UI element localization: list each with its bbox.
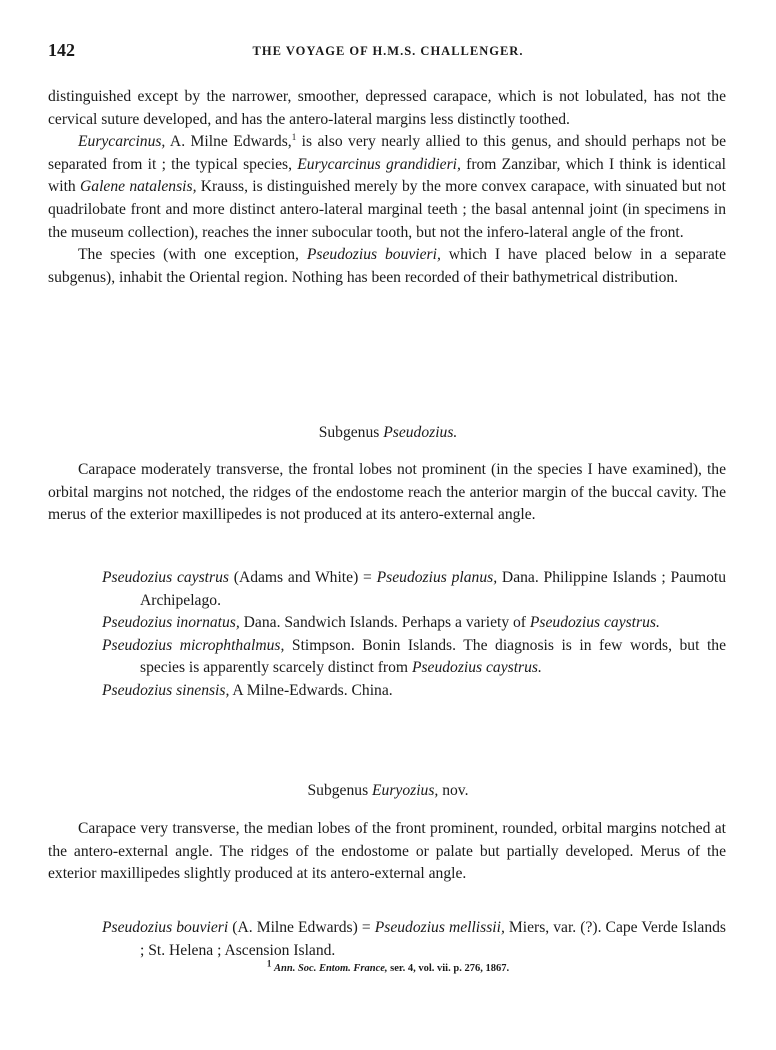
footnote-marker: 1 xyxy=(266,958,272,969)
species-list-euryozius xyxy=(102,917,726,962)
species-name: Eurycarcinus grandidieri, xyxy=(297,155,461,173)
page-number: 142 xyxy=(48,40,75,60)
species-entry: Pseudozius sinensis, A Milne-Edwards. China. xyxy=(102,681,393,699)
footnote xyxy=(48,958,728,974)
footnote-citation: ser. 4, vol. vii. p. 276, 1867. xyxy=(387,963,510,974)
species-name: Galene natalensis, xyxy=(80,178,197,196)
subgenus-description-pseudozius: Carapace moderately transverse, the frontal lobes not prominent (in the species I have examined), the orbital margins not notched, the ridges of the endostome reach the anterior margin of the buccal cavity. The merus of the exterior maxillipedes is not produced at its antero-external angle. xyxy=(48,461,726,524)
species-list-pseudozius xyxy=(102,567,726,703)
species-entry: Pseudozius inornatus, Dana. Sandwich Islands. Perhaps a variety of Pseudozius caystrus. xyxy=(102,614,660,632)
page-header xyxy=(48,40,728,64)
intro-paragraph-1: distinguished except by the narrower, smoother, depressed carapace, which is not lobulated, has not the cervical suture developed, and has the antero-lateral margins less distinctly toothed. xyxy=(48,88,726,128)
intro-paragraph-2: Eurycarcinus, A. Milne Edwards,$^1$ is also very nearly allied to this genus, and should perhaps not be separated from it ; the typical species, Eurycarcinus grandidieri, from Zanzibar, which I think is identical with Galene natalensis, Krauss, is distinguished merely by the more convex carapace, with sinuated but not quadrilobate front and more distinct antero-lateral marginal teeth ; the basal antennal joint (in specimens in the museum collection), reaches the inner subocular tooth, but not the infero-lateral angle of the front. xyxy=(48,132,726,241)
footnote-source: Ann. Soc. Entom. France, xyxy=(274,963,388,974)
subgenus-heading-euryozius: Subgenus Euryozius, nov. xyxy=(307,782,469,799)
species-entry: Pseudozius bouvieri (A. Milne Edwards) = Pseudozius mellissii, Miers, var. (?). Cape Verde Islands ; St. Helena ; Ascension Island. xyxy=(102,919,726,959)
subgenus-heading-pseudozius: Subgenus Pseudozius. xyxy=(318,424,458,441)
species-entry: Pseudozius caystrus (Adams and White) = Pseudozius planus, Dana. Philippine Islands ; Paumotu Archipelago. xyxy=(102,569,727,609)
running-title: THE VOYAGE OF H.M.S. CHALLENGER. xyxy=(252,44,524,58)
footnote-ref: 1 xyxy=(291,132,297,142)
genus-name: Eurycarcinus, xyxy=(78,133,166,151)
species-name: Pseudozius bouvieri, xyxy=(306,246,441,264)
species-entry: Pseudozius microphthalmus, Stimpson. Bonin Islands. The diagnosis is in few words, but the species is apparently scarcely distinct from Pseudozius caystrus. xyxy=(102,636,726,677)
intro-paragraph-3: The species (with one exception, Pseudozius bouvieri, which I have placed below in a separate subgenus), inhabit the Oriental region. Nothing has been recorded of their bathymetrical distribution. xyxy=(48,246,727,286)
subgenus-description-euryozius: Carapace very transverse, the median lobes of the front prominent, rounded, orbital margins notched at the antero-external angle. The ridges of the endostome or palate but partially developed. Merus of the exterior maxillipedes slightly produced at its antero-external angle. xyxy=(48,820,726,883)
intro-section xyxy=(48,86,726,289)
